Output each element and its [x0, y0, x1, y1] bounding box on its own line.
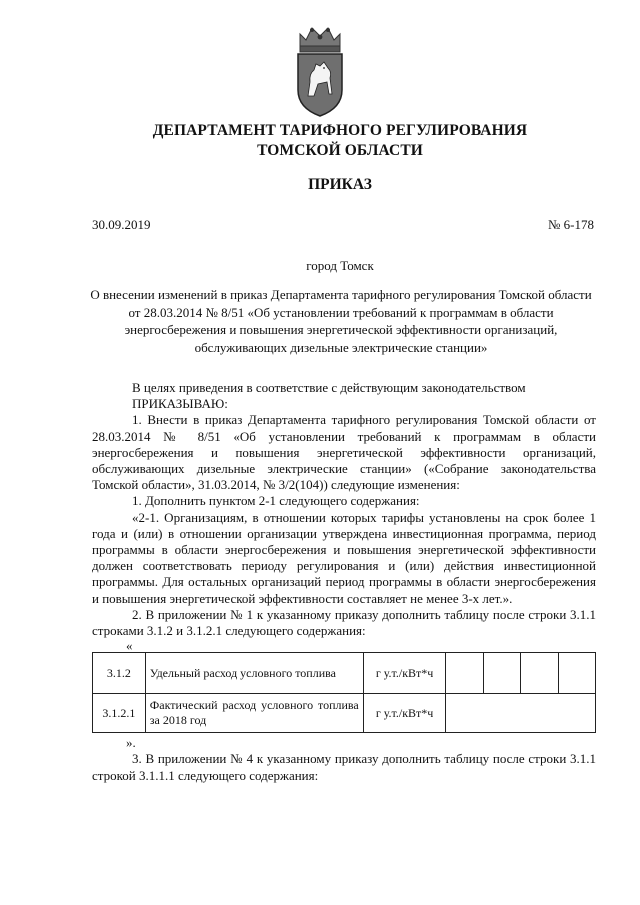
row-unit: г у.т./кВт*ч [363, 653, 446, 694]
row-code: 3.1.2 [93, 653, 146, 694]
row-code: 3.1.2.1 [93, 694, 146, 733]
paragraph-1-1: 1. Дополнить пунктом 2-1 следующего содержания: [132, 493, 420, 509]
document-type: ПРИКАЗ [308, 176, 372, 193]
paragraph-1-1-text: «2-1. Организациям, в отношении которых тарифы установлены на срок более 1 года и (или) в отношении организации утверждена инвестиционная программа, период программы в области энергосбережения и повышения энергетической эффективности должен соответствовать периоду регулирования и (или) действия инвестиционной программы. Для остальных организаций период программы в области энергосбережения и повышения энергетической эффективности составляет не менее 3-х лет.». [92, 509, 596, 606]
organization-title [60, 121, 620, 161]
empty-cell [521, 653, 558, 694]
empty-cell [446, 653, 483, 694]
empty-cell [483, 653, 520, 694]
org-line-1: ДЕПАРТАМЕНТ ТАРИФНОГО РЕГУЛИРОВАНИЯ [152, 122, 528, 139]
document-subject: О внесении изменений в приказ Департамента тарифного регулирования Томской области от 28.03.2014 № 8/51 «Об установлении требований к программам в области энергосбережения и повышения энергетической эффективности организаций, обслуживающих дизельные электрические станции» [90, 287, 592, 355]
row-name: Фактический расход условного топлива за 2018 год [145, 694, 363, 733]
table-row [93, 653, 596, 694]
order-word: ПРИКАЗЫВАЮ: [132, 396, 228, 412]
tomsk-coat-of-arms-icon [294, 8, 346, 120]
preamble: В целях приведения в соответствие с действующим законодательством [132, 380, 526, 395]
document-city: город Томск [306, 258, 374, 273]
paragraph-1: 1. Внести в приказ Департамента тарифного регулирования Томской области от 28.03.2014 № 8/51 «Об установлении требований к программам в области энергосбережения и повышения энергетической эффективности организаций, обслуживающих дизельные электрические станции» («Собрание законодательства Томской области», 31.03.2014, № 3/2(104)) следующие изменения: [92, 412, 596, 493]
empty-merged-cell [446, 694, 596, 733]
document-date: 30.09.2019 [92, 217, 151, 232]
document-body [92, 380, 596, 784]
table-row [93, 694, 596, 733]
row-unit: г у.т./кВт*ч [363, 694, 446, 733]
paragraph-1-3: 3. В приложении № 4 к указанному приказу дополнить таблицу после строки 3.1.1 строкой 3.1.1.1 следующего содержания: [92, 751, 596, 783]
document-number: № 6-178 [548, 217, 594, 232]
close-quote: ». [126, 735, 136, 751]
empty-cell [558, 653, 595, 694]
row-name: Удельный расход условного топлива [145, 653, 363, 694]
org-line-2: ТОМСКОЙ ОБЛАСТИ [257, 142, 423, 159]
paragraph-1-2: 2. В приложении № 1 к указанному приказу дополнить таблицу после строки 3.1.1 строками 3.1.2 и 3.1.2.1 следующего содержания: [92, 606, 596, 639]
inserted-table [92, 652, 596, 733]
open-quote: « [126, 638, 133, 654]
